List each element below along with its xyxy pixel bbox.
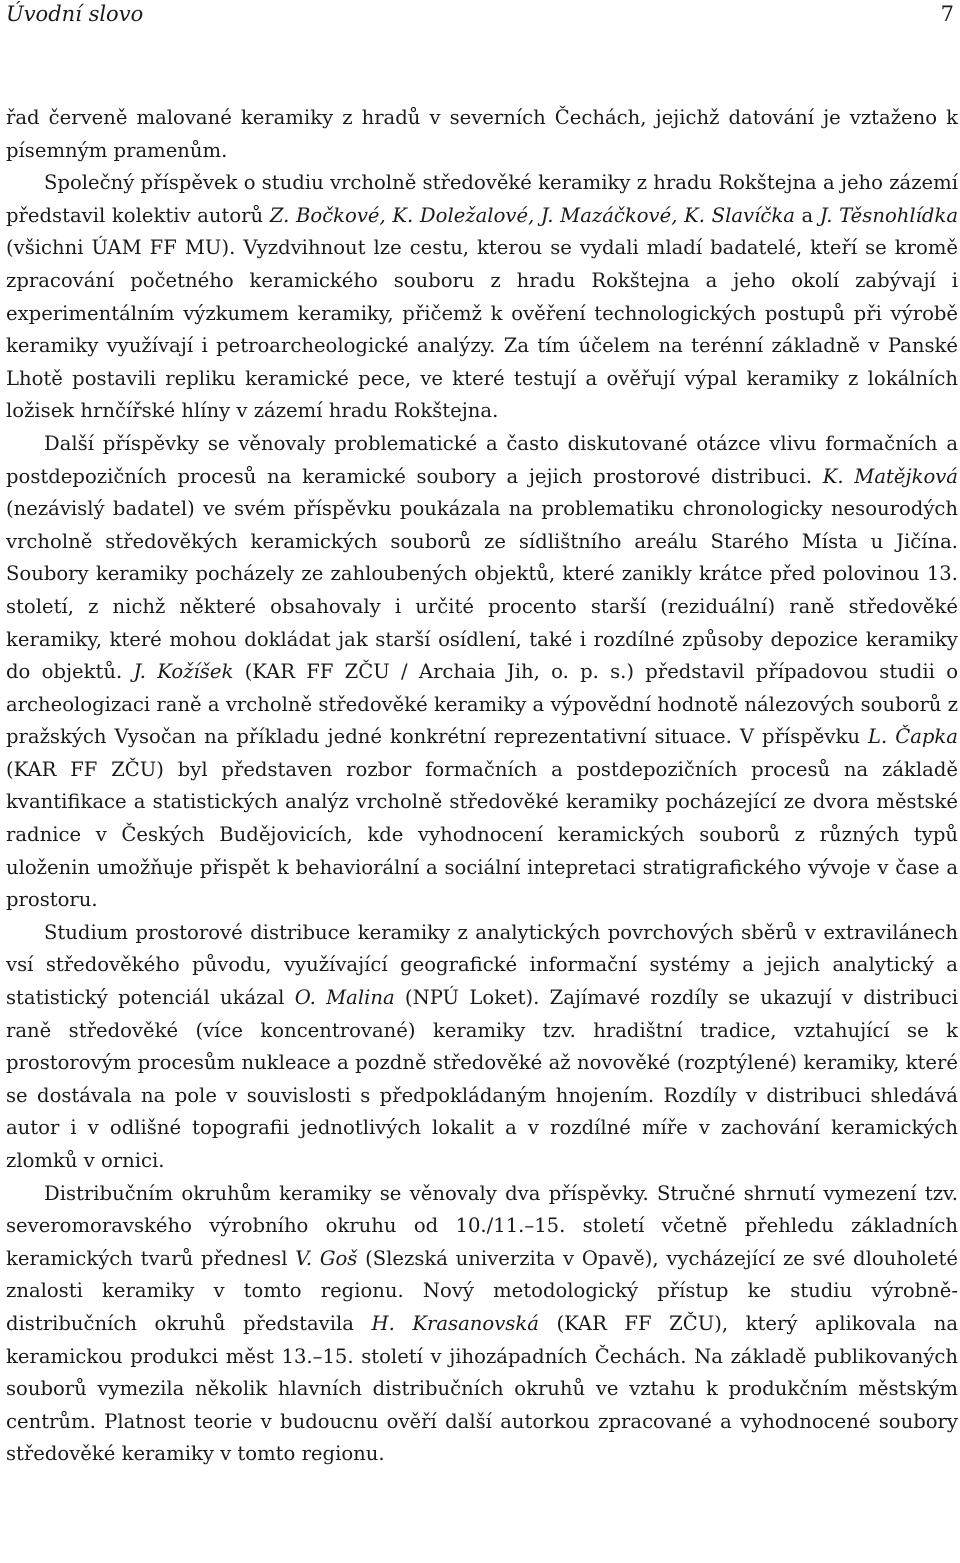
author-name: K. Matějková [822, 464, 958, 488]
text-run: (všichni ÚAM FF MU). Vyzdvihnout lze cestu, kterou se vydali mladí badatelé, kteří se kromě zpracování početného keramického souboru z hradu Rokštejna a jeho okolí zabývají i experimentálním výzkumem keramiky, přičemž k ověření technologických postupů při výrobě keramiky využívají i petroarcheologické analýzy. Za tím účelem na terénní základně v Panské Lhotě postavili repliku keramické pece, ve které testují a ověřují výpal keramiky z lokálních ložisek hrnčířské hlíny v zázemí hradu Rokštejna. [6, 236, 958, 423]
running-header [6, 0, 958, 44]
paragraph [6, 428, 958, 917]
author-name: L. Čapka [867, 725, 958, 749]
text-run: (KAR FF ZČU), který aplikovala na keramickou produkci měst 13.–15. století v jihozápadních Čechách. Na základě publikovaných souborů vymezila několik hlavních distribučních okruhů ve vztahu k produkčním městským centrům. Platnost teorie v budoucnu ověří další autorkou zpracované a vyhodnocené soubory středověké keramiky v tomto regionu. [6, 1311, 958, 1466]
body-text [6, 102, 958, 1471]
text-run: (nezávislý badatel) ve svém příspěvku poukázala na problematiku chronologicky nesourodých vrcholně středověkých keramických souborů ze sídlištního areálu Starého Místa u Jičína. Soubory keramiky pocházely ze zahloubených objektů, které zanikly krátce před polovinou 13. století, z nichž některé obsahovaly i určité procento starší (reziduální) raně středověké keramiky, které mohou dokládat jak starší osídlení, také i rozdílné způsoby depozice keramiky do objektů. [6, 497, 958, 684]
author-name: Z. Bočkové, K. Doležalové, J. Mazáčkové, K. Slavíčka [269, 203, 795, 227]
author-name: O. Malina [294, 986, 395, 1010]
paragraph [6, 167, 958, 428]
text-run: a [794, 203, 820, 227]
text-run: Distribučním okruhům keramiky se věnovaly dva příspěvky. Stručné shrnutí vymezení tzv. severomoravského výrobního okruhu od 10./11.–15. století včetně přehledu základních keramických tvarů přednesl [6, 1181, 958, 1270]
document-page [6, 0, 958, 1471]
page-number: 7 [940, 2, 954, 26]
text-run: (KAR FF ZČU) byl představen rozbor formačních a postdepozičních procesů na základě kvantifikace a statistických analýz vrcholně středověké keramiky pocházející ze dvora městské radnice v Českých Budějovicích, kde vyhodnocení keramických souborů z různých typů uloženin umožňuje přispět k behaviorální a sociální intepretaci stratigrafického vývoje v čase a prostoru. [6, 757, 958, 912]
text-run: (KAR FF ZČU / Archaia Jih, o. p. s.) představil případovou studii o archeologizaci raně a vrcholně středověké keramiky a výpovědní hodnotě nálezových souborů z pražských Vysočan na příkladu jedné konkrétní reprezentativní situace. V příspěvku [6, 660, 958, 749]
text-run: řad červeně malované keramiky z hradů v severních Čechách, jejichž datování je vztaženo k písemným pramenům. [6, 106, 958, 162]
text-run: Studium prostorové distribuce keramiky z analytických povrchových sběrů v extravilánech vsí středověkého původu, využívající geografické informační systémy a jejich analytický a statistický potenciál ukázal [6, 920, 958, 1010]
paragraph [6, 1178, 958, 1471]
author-name: J. Těsnohlídka [819, 203, 958, 227]
paragraph [6, 917, 958, 1178]
text-run: (NPÚ Loket). Zajímavé rozdíly se ukazují v distribuci raně středověké (více koncentrované) keramiky tzv. hradištní tradice, vztahující se k prostorovým procesům nukleace a pozdně středověké až novověké (rozptýlené) keramiky, které se dostávala na pole v souvislosti s předpokládaným hnojením. Rozdíly v distribuci shledává autor i v odlišné topografii jednotlivých lokalit a v rozdílné míře v zachování keramických zlomků v ornici. [6, 986, 959, 1172]
text-run: (Slezská univerzita v Opavě), vycházející ze své dlouholeté znalosti keramiky v tomto regionu. Nový metodologický přístup ke studiu výrobně-distribučních okruhů představila [6, 1246, 958, 1335]
author-name: H. Krasanovská [371, 1311, 539, 1335]
text-run: Další příspěvky se věnovaly problematické a často diskutované otázce vlivu formačních a postdepozičních procesů na keramické soubory a jejich prostorové distribuci. [6, 431, 958, 488]
author-name: J. Kožíšek [133, 660, 234, 684]
paragraph [6, 102, 958, 167]
author-name: V. Goš [295, 1246, 358, 1270]
text-run: Společný příspěvek o studiu vrcholně středověké keramiky z hradu Rokštejna a jeho zázemí představil kolektiv autorů [6, 171, 958, 227]
running-header-title: Úvodní slovo [6, 2, 144, 26]
